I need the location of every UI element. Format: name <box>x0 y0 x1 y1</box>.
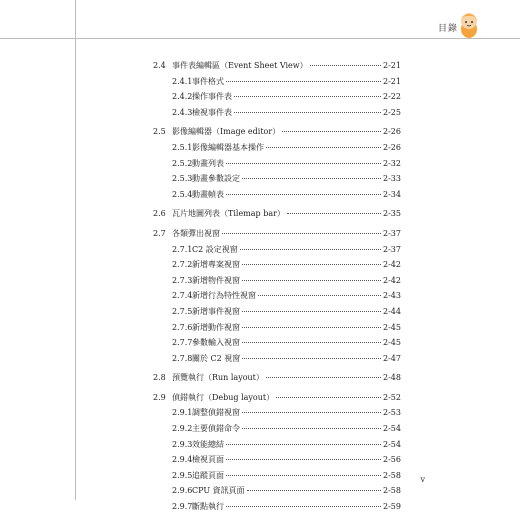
toc-subsection-entry[interactable] <box>153 439 401 455</box>
toc-entry-number: 2.5.4 <box>172 189 193 199</box>
toc-entry-page: 2-21 <box>383 61 401 70</box>
toc-subsection-entry[interactable] <box>153 423 401 439</box>
dot-leader <box>240 249 381 250</box>
dot-leader <box>282 131 381 132</box>
toc-entry-title: 預覽執行（Run layout） <box>172 373 264 383</box>
toc-entry-title: 事件格式 <box>192 76 224 86</box>
toc-entry-page: 2-44 <box>383 306 401 316</box>
toc-entry-title: 影像編輯器（Image editor） <box>172 127 281 137</box>
toc-subsection-entry[interactable] <box>153 173 401 189</box>
toc-entry-number: 2.4.3 <box>172 107 193 117</box>
toc-entry-page: 2-37 <box>383 228 401 238</box>
toc-section-entry[interactable] <box>153 126 401 142</box>
dot-leader <box>242 280 381 281</box>
toc-entry-page: 2-22 <box>383 92 401 102</box>
toc-subsection-entry[interactable] <box>153 158 401 174</box>
dot-leader <box>242 412 381 413</box>
margin-rule <box>75 0 76 500</box>
toc-entry-number: 2.6 <box>153 209 166 219</box>
toc-entry-title: 事件表編輯區（Event Sheet View） <box>172 61 308 70</box>
toc-entry-number: 2.7 <box>153 228 166 238</box>
toc-entry-number: 2.9.7 <box>172 502 193 512</box>
toc-entry-number: 2.9 <box>153 392 166 402</box>
toc-entry-page: 2-35 <box>383 209 401 219</box>
dot-leader <box>242 327 381 328</box>
toc-entry-page: 2-37 <box>383 244 401 254</box>
mascot-icon <box>458 9 480 39</box>
toc-section-entry[interactable] <box>153 372 401 388</box>
dot-leader <box>226 194 381 195</box>
toc-entry-number: 2.7.4 <box>172 291 193 301</box>
dot-leader <box>258 295 381 296</box>
toc-entry-number: 2.5 <box>153 127 166 137</box>
toc-entry-page: 2-52 <box>383 392 401 402</box>
toc-entry-title: 影像編輯器基本操作 <box>192 142 264 152</box>
toc-entry-page: 2-56 <box>383 455 401 465</box>
dot-leader <box>226 163 381 164</box>
toc-entry-number: 2.4.1 <box>172 76 193 86</box>
toc-entry-number: 2.9.1 <box>172 408 193 418</box>
toc-subsection-entry[interactable] <box>153 470 401 486</box>
toc-entry-page: 2-33 <box>383 174 401 184</box>
toc-entry-title: 參數輸入視窗 <box>192 338 240 348</box>
toc-entry-number: 2.9.3 <box>172 439 193 449</box>
toc-subsection-entry[interactable] <box>153 353 401 369</box>
toc-entry-page: 2-26 <box>383 142 401 152</box>
toc-entry-number: 2.7.2 <box>172 260 193 270</box>
toc-entry-page: 2-26 <box>383 127 401 137</box>
toc-section-entry[interactable] <box>153 228 401 244</box>
toc-entry-number: 2.7.7 <box>172 338 193 348</box>
toc-subsection-entry[interactable] <box>153 189 401 205</box>
toc-entry-page: 2-43 <box>383 291 401 301</box>
toc-entry-title: 偵錯執行（Debug layout） <box>172 392 275 402</box>
header-title: 目錄 <box>437 24 458 34</box>
toc-entry-title: 追蹤頁面 <box>192 470 224 480</box>
toc-entry-title: 各類彈出視窗 <box>172 228 220 238</box>
dot-leader <box>226 444 381 445</box>
toc-entry-title: 新增專案視窗 <box>192 260 240 270</box>
toc-entry-number: 2.7.3 <box>172 275 193 285</box>
toc-entry-page: 2-42 <box>383 275 401 285</box>
dot-leader <box>242 264 381 265</box>
toc-entry-title: 效能總結 <box>192 439 224 449</box>
toc-subsection-entry[interactable] <box>153 322 401 338</box>
toc-entry-title: C2 設定視窗 <box>192 244 238 254</box>
dot-leader <box>276 397 381 398</box>
table-of-contents <box>153 60 401 517</box>
toc-entry-title: 檢視頁面 <box>192 455 224 465</box>
toc-entry-page: 2-21 <box>383 76 401 86</box>
toc-entry-title: 瓦片地圖列表（Tilemap bar） <box>172 209 285 219</box>
toc-entry-number: 2.5.1 <box>172 142 193 152</box>
toc-entry-page: 2-45 <box>383 322 401 332</box>
toc-subsection-entry[interactable] <box>153 107 401 123</box>
dot-leader <box>266 377 381 378</box>
dot-leader <box>222 233 381 234</box>
dot-leader <box>226 506 381 507</box>
toc-entry-title: 檢視事件表 <box>192 107 232 117</box>
toc-subsection-entry[interactable] <box>153 306 401 322</box>
toc-entry-page: 2-54 <box>383 424 401 434</box>
toc-entry-page: 2-58 <box>383 470 401 480</box>
toc-entry-page: 2-34 <box>383 189 401 199</box>
toc-entry-number: 2.5.2 <box>172 158 193 168</box>
toc-subsection-entry[interactable] <box>153 501 401 517</box>
toc-entry-title: 新增動作視窗 <box>192 322 240 332</box>
toc-entry-number: 2.5.3 <box>172 174 193 184</box>
toc-entry-title: 操作事件表 <box>192 92 232 102</box>
toc-section-entry[interactable] <box>153 60 401 76</box>
toc-entry-number: 2.9.2 <box>172 424 193 434</box>
toc-entry-page: 2-59 <box>383 502 401 512</box>
toc-entry-title: 動畫列表 <box>192 158 224 168</box>
toc-entry-page: 2-25 <box>383 107 401 117</box>
dot-leader <box>242 358 381 359</box>
dot-leader <box>234 96 381 97</box>
dot-leader <box>310 65 381 66</box>
toc-entry-number: 2.4.2 <box>172 92 193 102</box>
toc-entry-number: 2.4 <box>153 61 166 70</box>
dot-leader <box>234 112 381 113</box>
toc-subsection-entry[interactable] <box>153 337 401 353</box>
toc-subsection-entry[interactable] <box>153 290 401 306</box>
toc-entry-title: 新增事件視窗 <box>192 306 240 316</box>
header-rule <box>0 38 520 39</box>
dot-leader <box>247 490 381 491</box>
toc-entry-page: 2-53 <box>383 408 401 418</box>
toc-subsection-entry[interactable] <box>153 244 401 260</box>
toc-entry-page: 2-32 <box>383 158 401 168</box>
dot-leader <box>287 213 381 214</box>
dot-leader <box>266 147 381 148</box>
toc-entry-number: 2.7.6 <box>172 322 193 332</box>
toc-subsection-entry[interactable] <box>153 91 401 107</box>
toc-entry-number: 2.7.1 <box>172 244 193 254</box>
toc-entry-page: 2-58 <box>383 486 401 496</box>
toc-subsection-entry[interactable] <box>153 454 401 470</box>
toc-subsection-entry[interactable] <box>153 485 401 501</box>
toc-entry-title: 斷點執行 <box>192 502 224 512</box>
toc-subsection-entry[interactable] <box>153 142 401 158</box>
page-number: v <box>420 475 425 484</box>
toc-entry-page: 2-42 <box>383 260 401 270</box>
toc-subsection-entry[interactable] <box>153 76 401 92</box>
dot-leader <box>242 342 381 343</box>
toc-entry-number: 2.7.8 <box>172 353 193 363</box>
toc-entry-title: 動畫參數設定 <box>192 174 240 184</box>
toc-entry-number: 2.9.6 <box>172 486 193 496</box>
dot-leader <box>226 81 381 82</box>
toc-entry-page: 2-48 <box>383 373 401 383</box>
dot-leader <box>242 178 381 179</box>
toc-entry-title: 關於 C2 視窗 <box>192 353 241 363</box>
toc-section-entry[interactable] <box>153 392 401 408</box>
toc-entry-number: 2.8 <box>153 373 166 383</box>
dot-leader <box>226 459 381 460</box>
dot-leader <box>242 428 381 429</box>
toc-entry-number: 2.9.4 <box>172 455 193 465</box>
toc-entry-page: 2-54 <box>383 439 401 449</box>
toc-subsection-entry[interactable] <box>153 407 401 423</box>
toc-section-entry[interactable] <box>153 208 401 224</box>
dot-leader <box>242 311 381 312</box>
toc-entry-title: 調整偵錯視窗 <box>192 408 240 418</box>
toc-entry-title: 新增物件視窗 <box>192 275 240 285</box>
toc-subsection-entry[interactable] <box>153 275 401 291</box>
toc-entry-title: 主要偵錯命令 <box>192 424 240 434</box>
toc-entry-number: 2.9.5 <box>172 470 193 480</box>
toc-entry-page: 2-45 <box>383 338 401 348</box>
dot-leader <box>226 475 381 476</box>
toc-entry-title: 新增行為特性視窗 <box>192 291 256 301</box>
toc-subsection-entry[interactable] <box>153 259 401 275</box>
toc-entry-title: 動畫幀表 <box>192 189 224 199</box>
toc-entry-page: 2-47 <box>383 353 401 363</box>
toc-entry-title: CPU 資訊頁面 <box>192 486 245 496</box>
toc-entry-number: 2.7.5 <box>172 306 193 316</box>
